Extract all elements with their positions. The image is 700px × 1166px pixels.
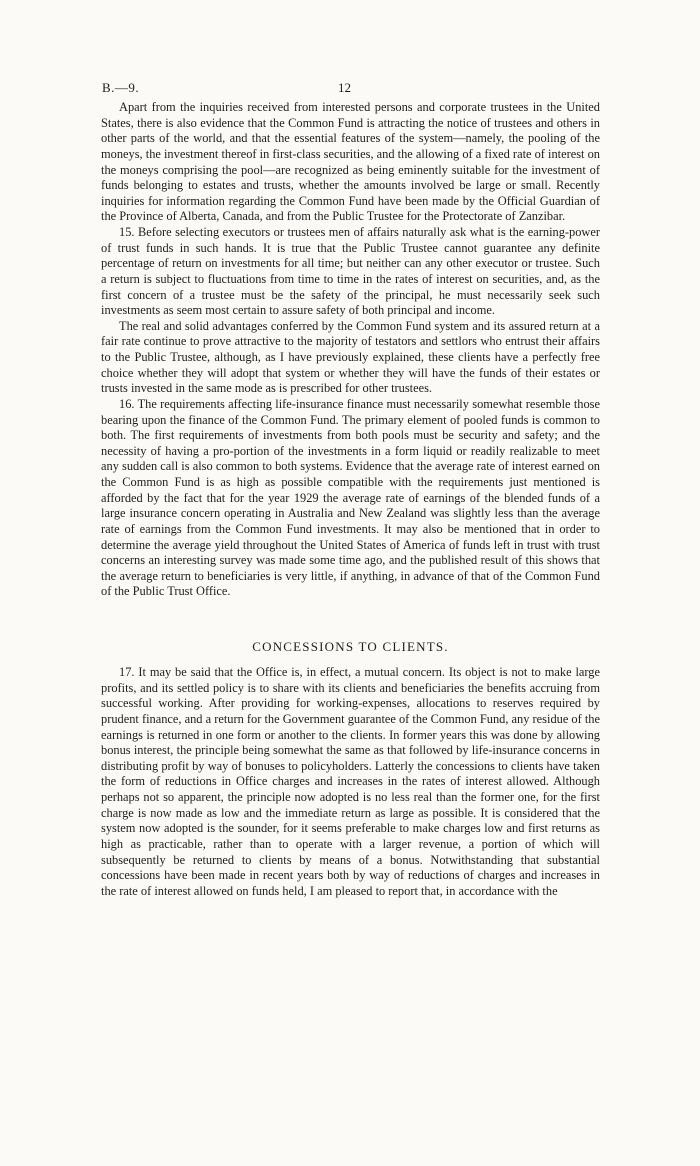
page-header bbox=[102, 80, 602, 100]
section-heading: CONCESSIONS TO CLIENTS. bbox=[252, 639, 449, 654]
paragraph-17: 17. It may be said that the Office is, in effect, a mutual concern. Its object is not to make large profits, and its settled policy is to share with its clients and beneficiaries the benefits accruing from successful working. After providing for working-expenses, allocations to reserves required by prudent finance, and a return for the Government guarantee of the Common Fund, any residue of the earnings is returned in one form or another to the clients. In former years this was done by allowing bonus interest, the principle being somewhat the same as that followed by life-insurance concerns in distributing profit by way of bonuses to policyholders. Latterly the concessions to clients have taken the form of reductions in Office charges and increases in the rates of interest allowed. Although perhaps not so apparent, the principle now adopted is no less real than the former one, for the first charge is now made as low and the immediate return as large as possible. It is considered that the system now adopted is the sounder, for it seems preferable to make charges low and first returns as high as practicable, rather than to operate with a larger revenue, a portion of which will subsequently be returned to clients by means of a bonus. Notwithstanding that substantial concessions have been made in recent years both by way of reductions of charges and increases in the rate of interest allowed on funds held, I am pleased to report that, in accordance with the bbox=[101, 665, 600, 898]
paragraph-common-fund-advantages: The real and solid advantages conferred by the Common Fund system and its assured return at a fair rate continue to prove attractive to the majority of testators and settlors who entrust their affairs to the Public Trustee, although, as I have previously explained, these clients have a perfectly free choice whether they will adopt that system or whether they will have the funds of their estates or trusts invested in the same mode as is prescribed for other trustees. bbox=[101, 318, 600, 396]
document-reference: B.—9. bbox=[102, 80, 140, 95]
paragraph-15: 15. Before selecting executors or trustees men of affairs naturally ask what is the earning-power of trust funds in such hands. It is true that the Public Trustee cannot guarantee any definite percentage of return on investments for all time; but neither can any other executor or trustee. Such a return is subject to fluctuations from time to time in the rates of interest on securities, and, as the first concern of a trustee must be the safety of the principal, he must necessarily seek such investments as seem most certain to assure safety of both principal and income. bbox=[101, 225, 600, 318]
paragraph-intro: Apart from the inquiries received from interested persons and corporate trustees in the United States, there is also evidence that the Common Fund is attracting the notice of trustees and others in other parts of the world, and that the essential features of the system—namely, the pooling of the moneys, the investment thereof in first-class securities, and the allowing of a fixed rate of interest on the moneys comprising the pool—are recognized as being eminently suitable for the investment of funds belonging to estates and trusts, whether the amounts involved be large or small. Recently inquiries for information regarding the Common Fund have been made by the Official Guardian of the Province of Alberta, Canada, and from the Public Trustee for the Protectorate of Zanzibar. bbox=[101, 100, 600, 224]
body-text bbox=[101, 100, 600, 899]
page-number: 12 bbox=[338, 80, 351, 95]
paragraph-16: 16. The requirements affecting life-insurance finance must necessarily somewhat resemble those bearing upon the finance of the Common Fund. The primary element of pooled funds is common to both. The first requirements of investments from both pools must be security and safety; and the necessity of having a pro-portion of the investments in a form liquid or readily realizable to meet any sudden call is also common to both systems. Evidence that the average rate of interest earned on the Common Fund is as high as possible compatible with the requirements just mentioned is afforded by the fact that for the year 1929 the average rate of earnings of the blended funds of a large insurance concern operating in Australia and New Zealand was slightly less than the average rate of earnings from the Common Fund investments. It may also be mentioned that in order to determine the average yield throughout the United States of America of funds left in trust with trust concerns an interesting survey was made some time ago, and the published result of this shows that the average return to beneficiaries is very little, if anything, in advance of that of the Common Fund of the Public Trust Office. bbox=[101, 396, 600, 599]
